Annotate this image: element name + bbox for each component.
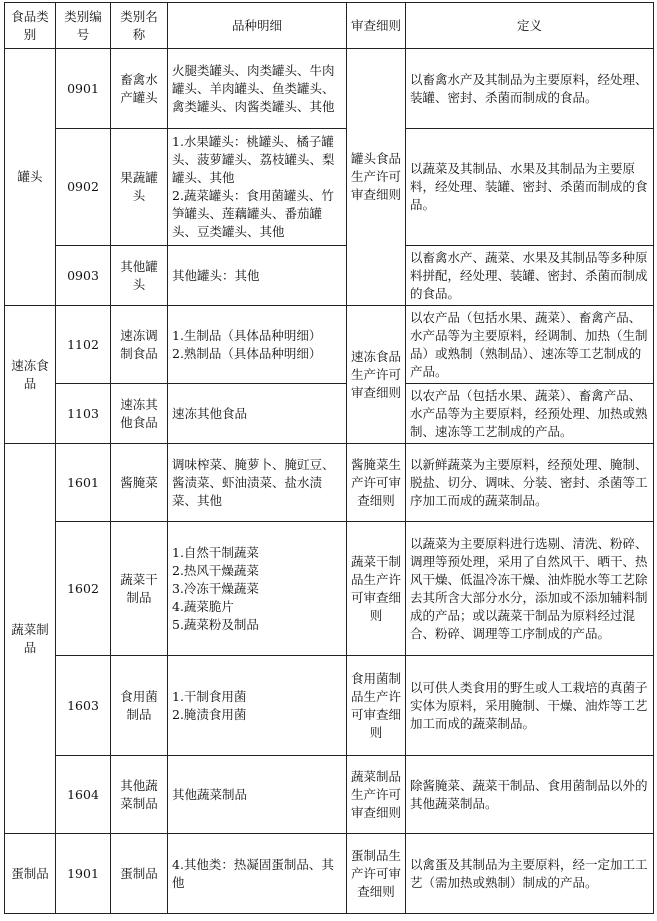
row-definition: 以蔬菜及其制品、水果及其制品为主要原料，经处理、装罐、密封、杀菌而制成的食品。 <box>406 129 654 246</box>
row-code: 1604 <box>56 756 111 834</box>
row-code: 1901 <box>56 834 111 914</box>
rule-egg: 蛋制品生产许可审查细则 <box>347 834 406 914</box>
table-row <box>5 129 654 246</box>
row-name: 速冻调制食品 <box>111 306 168 384</box>
category-canned: 罐头 <box>5 49 56 306</box>
row-code: 0901 <box>56 49 111 129</box>
row-code: 1103 <box>56 384 111 444</box>
row-name: 果蔬罐头 <box>111 129 168 246</box>
table-row <box>5 522 654 656</box>
row-name: 速冻其他食品 <box>111 384 168 444</box>
food-category-table <box>4 2 654 914</box>
row-details: 1.生制品（具体品种明细） 2.熟制品（具体品种明细） <box>168 306 347 384</box>
row-details: 1.水果罐头：桃罐头、橘子罐头、菠萝罐头、荔枝罐头、梨罐头、其他 2.蔬菜罐头：食用菌罐头、竹笋罐头、莲藕罐头、番茄罐头、豆类罐头、其他 <box>168 129 347 246</box>
category-frozen: 速冻食品 <box>5 306 56 444</box>
category-egg: 蛋制品 <box>5 834 56 914</box>
row-name: 其他蔬菜制品 <box>111 756 168 834</box>
row-definition: 以畜禽水产及其制品为主要原料，经处理、装罐、密封、杀菌而制成的食品。 <box>406 49 654 129</box>
row-code: 1603 <box>56 656 111 756</box>
header-review-rules: 审查细则 <box>347 3 406 49</box>
table-row <box>5 384 654 444</box>
row-code: 1601 <box>56 444 111 522</box>
table-row <box>5 246 654 306</box>
row-definition: 以农产品（包括水果、蔬菜）、畜禽产品、水产品等为主要原料，经调制、加热（生制品）或熟制（熟制品）、速冻等工艺制成的产品。 <box>406 306 654 384</box>
rule-canned: 罐头食品生产许可审查细则 <box>347 49 406 306</box>
row-details: 4.其他类：热凝固蛋制品、其他 <box>168 834 347 914</box>
header-category-name: 类别名称 <box>111 3 168 49</box>
row-code: 1102 <box>56 306 111 384</box>
table-row <box>5 49 654 129</box>
row-name: 蔬菜干制品 <box>111 522 168 656</box>
table-row <box>5 656 654 756</box>
row-name: 畜禽水产罐头 <box>111 49 168 129</box>
row-definition: 除酱腌菜、蔬菜干制品、食用菌制品以外的其他蔬菜制品。 <box>406 756 654 834</box>
row-code: 0903 <box>56 246 111 306</box>
row-definition: 以农产品（包括水果、蔬菜）、畜禽产品、水产品等为主要原料，经预处理、加热或熟制、速冻等工艺制成的产品。 <box>406 384 654 444</box>
table-row <box>5 756 654 834</box>
row-details: 其他罐头：其他 <box>168 246 347 306</box>
rule-other-vegetable: 蔬菜制品生产许可审查细则 <box>347 756 406 834</box>
row-definition: 以禽蛋及其制品为主要原料，经一定加工工艺（需加热或熟制）制成的产品。 <box>406 834 654 914</box>
row-name: 食用菌制品 <box>111 656 168 756</box>
table-row <box>5 444 654 522</box>
row-code: 1602 <box>56 522 111 656</box>
header-variety-details: 品种明细 <box>168 3 347 49</box>
rule-frozen: 速冻食品生产许可审查细则 <box>347 306 406 444</box>
row-definition: 以新鲜蔬菜为主要原料，经预处理、腌制、脱盐、切分、调味、分装、密封、杀菌等工序加工而成的蔬菜制品。 <box>406 444 654 522</box>
row-name: 蛋制品 <box>111 834 168 914</box>
row-details: 火腿类罐头、肉类罐头、牛肉罐头、羊肉罐头、鱼类罐头、禽类罐头、肉酱类罐头、其他 <box>168 49 347 129</box>
row-details: 速冻其他食品 <box>168 384 347 444</box>
header-category-code: 类别编号 <box>56 3 111 49</box>
category-vegetable: 蔬菜制品 <box>5 444 56 834</box>
header-food-category: 食品类别 <box>5 3 56 49</box>
row-details: 1.干制食用菌 2.腌渍食用菌 <box>168 656 347 756</box>
header-definition: 定义 <box>406 3 654 49</box>
row-name: 酱腌菜 <box>111 444 168 522</box>
row-details: 1.自然干制蔬菜 2.热风干燥蔬菜 3.冷冻干燥蔬菜 4.蔬菜脆片 5.蔬菜粉及制品 <box>168 522 347 656</box>
rule-dried-vegetable: 蔬菜干制品生产许可审查细则 <box>347 522 406 656</box>
row-name: 其他罐头 <box>111 246 168 306</box>
row-definition: 以可供人类食用的野生或人工栽培的真菌子实体为原料，采用腌制、干燥、油炸等工艺加工而成的蔬菜制品。 <box>406 656 654 756</box>
table-row <box>5 834 654 914</box>
row-details: 调味榨菜、腌萝卜、腌豇豆、酱渍菜、虾油渍菜、盐水渍菜、其他 <box>168 444 347 522</box>
row-code: 0902 <box>56 129 111 246</box>
row-definition: 以畜禽水产、蔬菜、水果及其制品等多种原料拼配，经处理、装罐、密封、杀菌而制成的食品。 <box>406 246 654 306</box>
rule-pickle: 酱腌菜生产许可审查细则 <box>347 444 406 522</box>
table-header-row <box>5 3 654 49</box>
row-definition: 以蔬菜为主要原料进行选剔、清洗、粉碎、调理等预处理，采用了自然风干、晒干、热风干燥、低温冷冻干燥、油炸脱水等工艺除去其所含大部分水分，添加或不添加辅料制成的产品；或以蔬菜干制品为原料经过混合、粉碎、调理等工序制成的产品。 <box>406 522 654 656</box>
table-row <box>5 306 654 384</box>
rule-fungus: 食用菌制品生产许可审查细则 <box>347 656 406 756</box>
row-details: 其他蔬菜制品 <box>168 756 347 834</box>
